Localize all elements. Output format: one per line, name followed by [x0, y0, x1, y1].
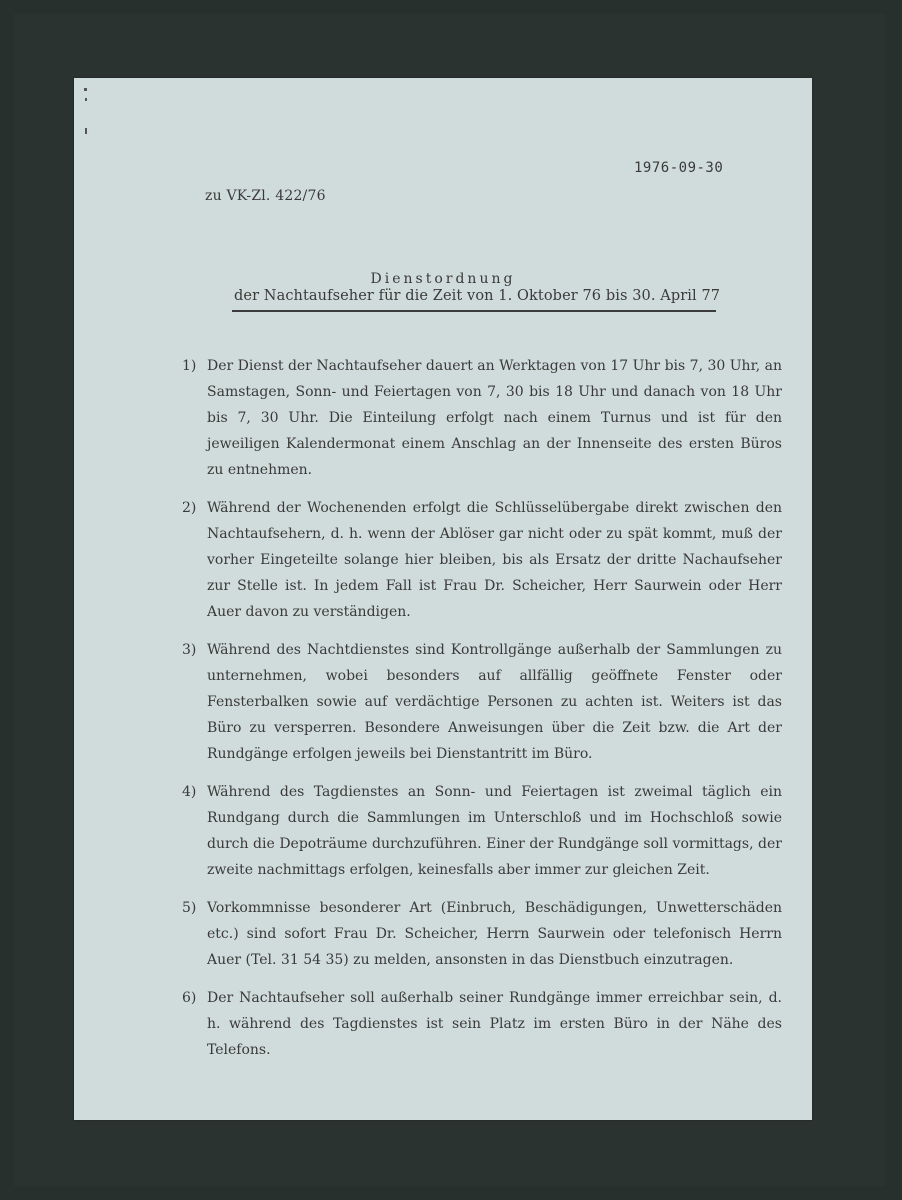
- document-date: 1976-09-30: [634, 160, 724, 176]
- document-page: [74, 78, 812, 1120]
- item-text: Der Nachtaufseher soll außerhalb seiner Rundgänge immer erreichbar sein, d. h. während des Tagdienstes ist sein Platz im ersten Büro in der Nähe des Telefons.: [207, 990, 782, 1058]
- list-item: [182, 779, 782, 883]
- document-title: Dienstordnung: [370, 271, 516, 287]
- item-text: Vorkommnisse besonderer Art (Einbruch, Beschädigungen, Unwetterschäden etc.) sind sofort Frau Dr. Scheicher, Herrn Saurwein oder telefonisch Herrn Auer (Tel. 31 54 35) zu melden, ansonsten in das Dienstbuch einzutragen.: [207, 900, 782, 968]
- item-number: 2): [182, 500, 197, 516]
- title-underline: [232, 310, 716, 312]
- list-item: [182, 353, 782, 483]
- item-text: Während des Nachtdienstes sind Kontrollgänge außerhalb der Sammlungen zu unternehmen, wobei besonders auf allfällig geöffnete Fenster oder Fensterbalken sowie auf verdächtige Personen zu achten ist. Weiters ist das Büro zu versperren. Besondere Anweisungen über die Zeit bzw. die Art der Rundgänge erfolgen jeweils bei Dienstantritt im Büro.: [207, 642, 782, 762]
- item-text: Während des Tagdienstes an Sonn- und Feiertagen ist zweimal täglich ein Rundgang durch die Sammlungen im Unterschloß und im Hochschloß sowie durch die Depoträume durchzuführen. Einer der Rundgänge soll vormittags, der zweite nachmittags erfolgen, keinesfalls aber immer zur gleichen Zeit.: [207, 784, 782, 878]
- item-text: Der Dienst der Nachtaufseher dauert an Werktagen von 17 Uhr bis 7, 30 Uhr, an Samstagen, Sonn- und Feiertagen von 7, 30 bis 18 Uhr und danach von 18 Uhr bis 7, 30 Uhr. Die Einteilung erfolgt nach einem Turnus und ist für den jeweiligen Kalendermonat einem Anschlag an der Innenseite des ersten Büros zu entnehmen.: [207, 358, 782, 478]
- list-item: [182, 637, 782, 767]
- item-number: 3): [182, 642, 197, 658]
- item-number: 5): [182, 900, 197, 916]
- list-item: [182, 985, 782, 1063]
- scan-mark: [85, 98, 87, 101]
- reference-number: zu VK-Zl. 422/76: [205, 188, 326, 204]
- item-number: 6): [182, 990, 197, 1006]
- document-subtitle: der Nachtaufseher für die Zeit von 1. Oktober 76 bis 30. April 77: [234, 288, 721, 304]
- scan-mark: [85, 128, 87, 134]
- item-number: 1): [182, 358, 197, 374]
- regulation-list: [182, 353, 782, 1075]
- scan-mark: [84, 88, 87, 91]
- item-number: 4): [182, 784, 197, 800]
- item-text: Während der Wochenenden erfolgt die Schlüsselübergabe direkt zwischen den Nachtaufsehern, d. h. wenn der Ablöser gar nicht oder zu spät kommt, muß der vorher Eingeteilte solange hier bleiben, bis als Ersatz der dritte Nachaufseher zur Stelle ist. In jedem Fall ist Frau Dr. Scheicher, Herr Saurwein oder Herr Auer davon zu verständigen.: [207, 500, 782, 620]
- list-item: [182, 895, 782, 973]
- list-item: [182, 495, 782, 625]
